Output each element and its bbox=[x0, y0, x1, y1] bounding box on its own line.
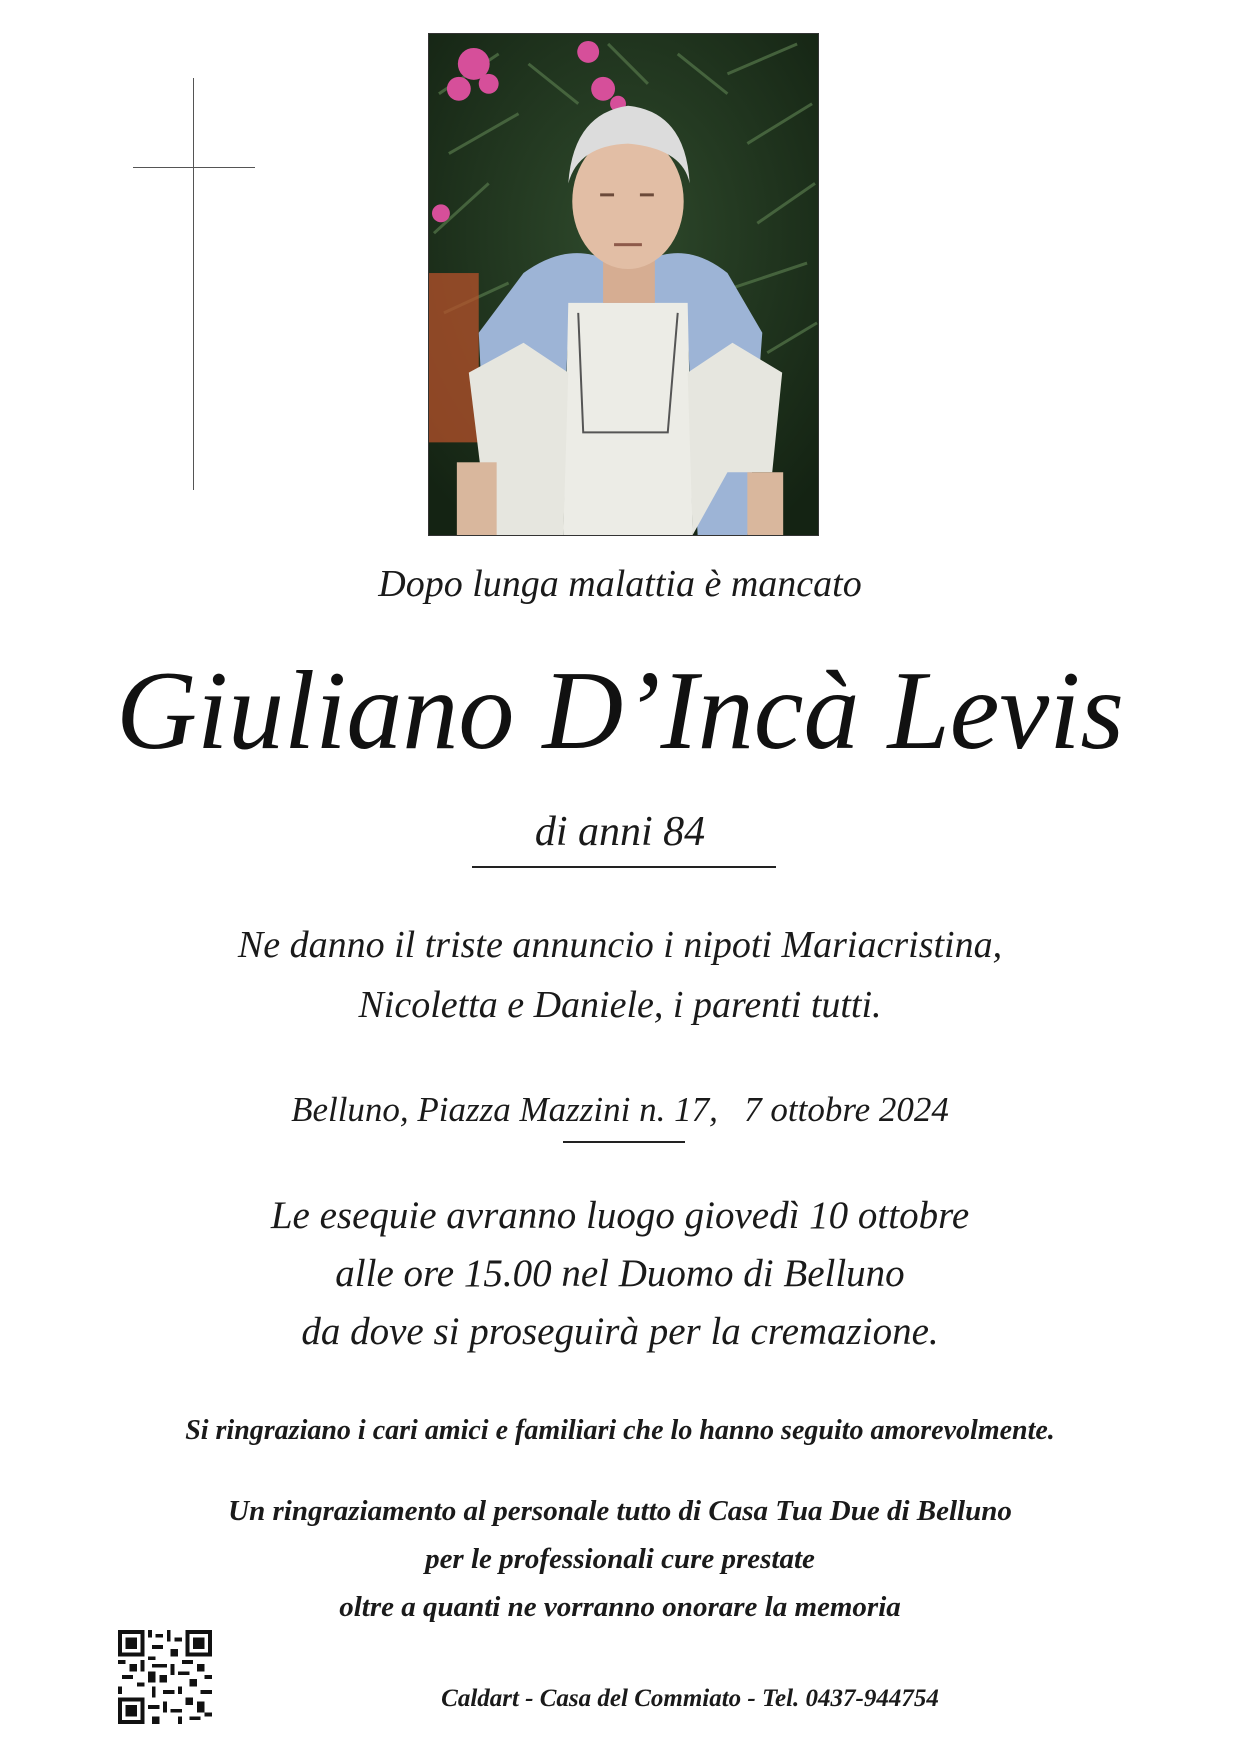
thanks-friends: Si ringraziano i cari amici e familiari che lo hanno seguito amorevolmente. bbox=[185, 1415, 1055, 1446]
deceased-age: di anni 84 bbox=[534, 809, 706, 855]
intro-text: Dopo lunga malattia è mancato bbox=[378, 563, 862, 605]
announcement-line: Nicoletta e Daniele, i parenti tutti. bbox=[358, 984, 882, 1026]
funeral-line: da dove si proseguirà per la cremazione. bbox=[301, 1310, 939, 1353]
funeral-details bbox=[0, 1187, 1240, 1361]
thanks-staff bbox=[0, 1487, 1240, 1631]
place-and-date: Belluno, Piazza Mazzini n. 17, 7 ottobre 2024 bbox=[291, 1090, 949, 1129]
thanks-line: per le professionali cure prestate bbox=[425, 1543, 815, 1575]
cross-vertical-bar bbox=[193, 78, 194, 490]
announcement bbox=[0, 915, 1240, 1035]
thanks-line: oltre a quanti ne vorranno onorare la memoria bbox=[339, 1591, 901, 1623]
place-underline bbox=[563, 1141, 685, 1143]
funeral-home-footer: Caldart - Casa del Commiato - Tel. 0437-944754 bbox=[441, 1685, 939, 1712]
thanks-line: Un ringraziamento al personale tutto di Casa Tua Due di Belluno bbox=[228, 1495, 1012, 1527]
deceased-name: Giuliano D’Incà Levis bbox=[116, 649, 1124, 773]
age-underline bbox=[472, 866, 776, 868]
announcement-line: Ne danno il triste annuncio i nipoti Mariacristina, bbox=[237, 924, 1003, 966]
funeral-line: Le esequie avranno luogo giovedì 10 ottobre bbox=[270, 1194, 970, 1237]
funeral-line: alle ore 15.00 nel Duomo di Belluno bbox=[335, 1252, 905, 1295]
portrait-photo bbox=[428, 33, 819, 536]
cross-horizontal-bar bbox=[133, 167, 255, 168]
